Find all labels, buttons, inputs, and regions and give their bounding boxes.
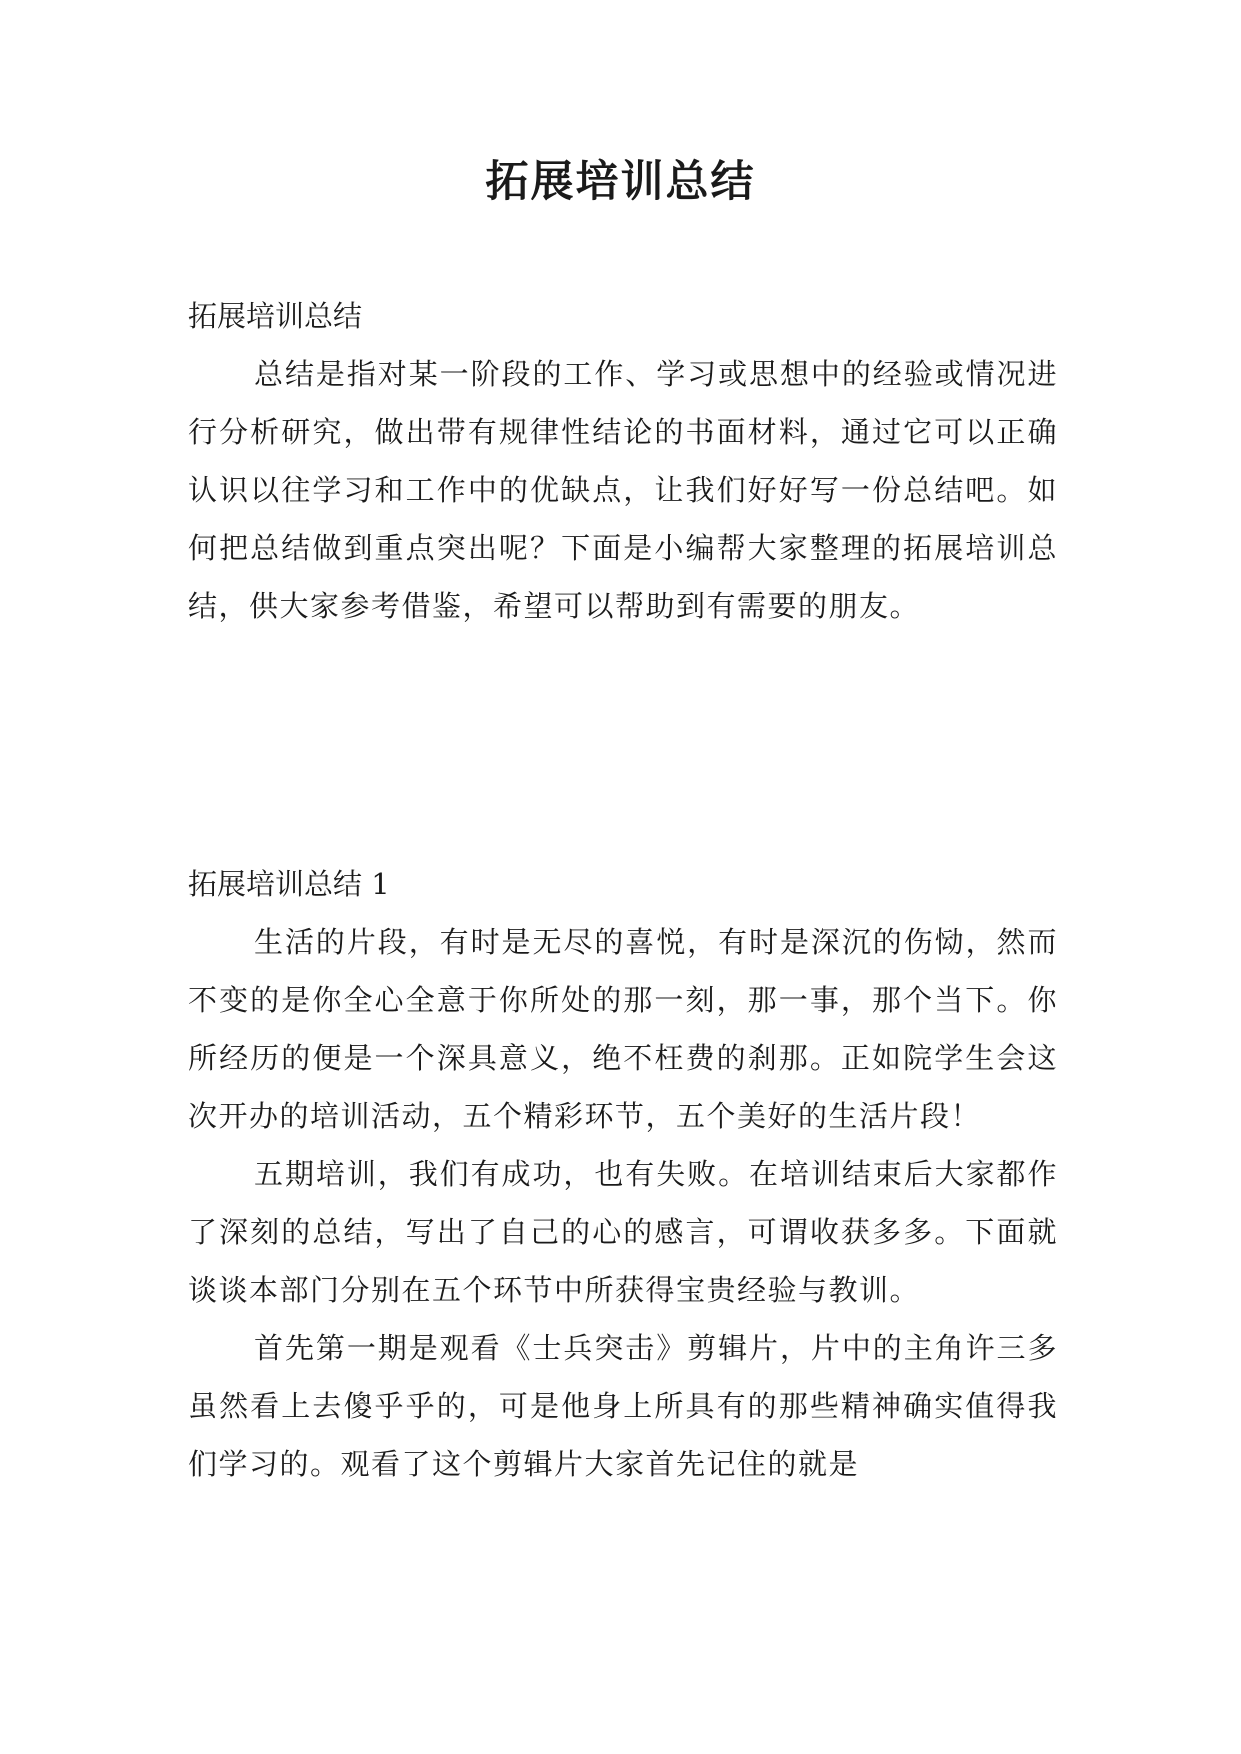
section-1-paragraph-3: 首先第一期是观看《士兵突击》剪辑片，片中的主角许三多虽然看上去傻乎乎的，可是他身上所具有的那些精神确实值得我们学习的。观看了这个剪辑片大家首先记住的就是 <box>188 1331 1058 1481</box>
intro-section <box>188 287 1058 635</box>
section-1-heading: 拓展培训总结 1 <box>188 867 390 901</box>
section-1-paragraph-1: 生活的片段，有时是无尽的喜悦，有时是深沉的伤恸，然而不变的是你全心全意于你所处的那一刻，那一事，那个当下。你所经历的便是一个深具意义，绝不枉费的刹那。正如院学生会这次开办的培训活动，五个精彩环节，五个美好的生活片段！ <box>188 925 1058 1133</box>
document-title: 拓展培训总结 <box>485 157 756 207</box>
intro-heading: 拓展培训总结 <box>188 299 363 333</box>
intro-paragraph: 总结是指对某一阶段的工作、学习或思想中的经验或情况进行分析研究，做出带有规律性结论的书面材料，通过它可以正确认识以往学习和工作中的优缺点，让我们好好写一份总结吧。如何把总结做到重点突出呢？下面是小编帮大家整理的拓展培训总结，供大家参考借鉴，希望可以帮助到有需要的朋友。 <box>188 357 1058 623</box>
section-1-paragraph-2: 五期培训，我们有成功，也有失败。在培训结束后大家都作了深刻的总结，写出了自己的心的感言，可谓收获多多。下面就谈谈本部门分别在五个环节中所获得宝贵经验与教训。 <box>188 1157 1058 1307</box>
section-1 <box>188 855 1058 1493</box>
